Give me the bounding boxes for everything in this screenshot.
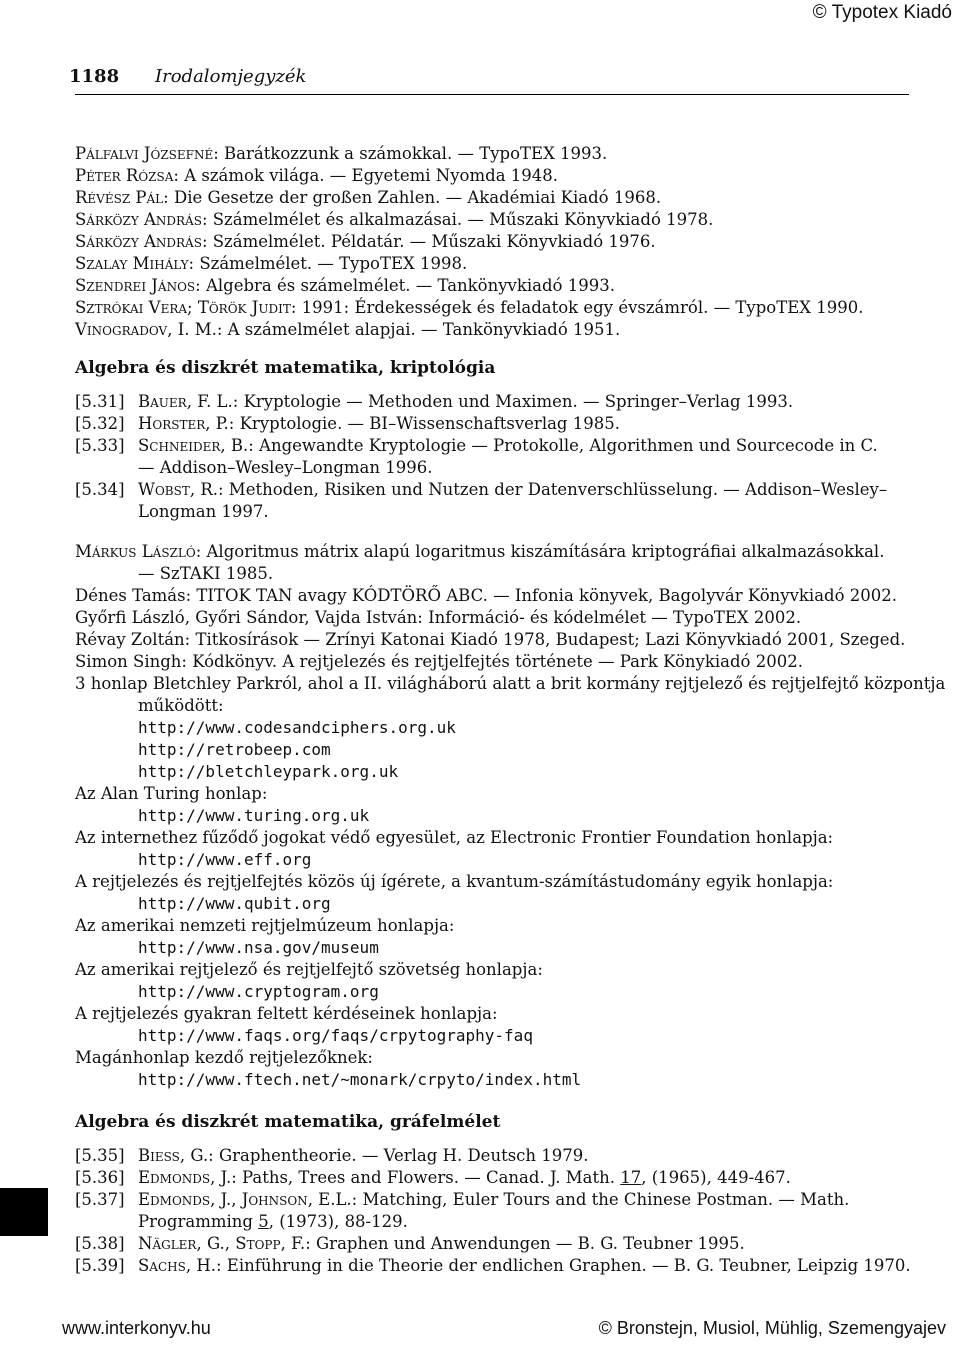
reference-author: Péter Rózsa [75, 166, 174, 185]
reference-text: : Algoritmus mátrix alapú logaritmus kiszámítására kriptográfiai alkalmazásokkal. [195, 542, 885, 561]
reference-text: , (1973), 88-129. [268, 1212, 408, 1231]
reference-body [138, 413, 620, 435]
web-link[interactable]: http://www.eff.org [138, 850, 312, 869]
link-description: Az amerikai rejtjelező és rejtjelfejtő szövetség honlapja: [75, 960, 543, 979]
volume-number: 5 [258, 1212, 269, 1231]
reference-number: [5.33] [75, 436, 125, 455]
reference-text: , F. L.: Kryptologie — Methoden und Maximen. — Springer–Verlag 1993. [186, 392, 794, 411]
reference-text: , H.: Einführung in die Theorie der endlichen Graphen. — B. G. Teubner, Leipzig 1970. [185, 1256, 911, 1275]
reference-continuation: — Addison–Wesley–Longman 1996. [138, 458, 433, 477]
reference-entry [75, 165, 915, 187]
reference-author: Stopp [235, 1234, 281, 1253]
reference-author: Wobst [138, 480, 190, 499]
reference-continuation: — SzTAKI 1985. [138, 564, 274, 583]
reference-author: Bauer [138, 392, 187, 411]
link-description: Magánhonlap kezdő rejtjelezőknek: [75, 1048, 373, 1067]
reference-text: , F.: Graphen und Anwendungen — B. G. Teubner 1995. [280, 1234, 745, 1253]
reference-entry [75, 297, 915, 319]
reference-author: Márkus László [75, 542, 196, 561]
reference-author: Pálfalvi Józsefné [75, 144, 214, 163]
web-link[interactable]: http://retrobeep.com [138, 740, 331, 759]
footer-website[interactable]: www.interkonyv.hu [62, 1318, 211, 1338]
reference-author: Szalay Mihály [75, 254, 189, 273]
page-number: 1188 [69, 66, 120, 87]
web-link[interactable]: http://www.ftech.net/~monark/crpyto/index.html [138, 1070, 582, 1089]
reference-author: Révész Pál [75, 188, 164, 207]
reference-author: Nägler [138, 1234, 197, 1253]
reference-author: Sztrókai Vera; Török Judit [75, 298, 291, 317]
reference-text: , J., [210, 1190, 242, 1209]
intro-reference-list [75, 143, 915, 341]
link-description: Az internethez fűződő jogokat védő egyesület, az Electronic Frontier Foundation honlapja: [75, 828, 834, 847]
numbered-reference [75, 413, 915, 435]
reference-text: : Algebra és számelmélet. — Tankönyvkiadó 1993. [195, 276, 615, 295]
reference-text: , G.: Graphentheorie. — Verlag H. Deutsch 1979. [179, 1146, 589, 1165]
chapter-thumb-tab [0, 1188, 48, 1236]
reference-body [138, 1145, 589, 1167]
reference-number: [5.36] [75, 1168, 125, 1187]
reference-author: Johnson [241, 1190, 308, 1209]
web-link[interactable]: http://www.faqs.org/faqs/crpytography-faq [138, 1026, 533, 1045]
reference-entry: Dénes Tamás: TITOK TAN avagy KÓDTÖRŐ ABC. — Infonia könyvek, Bagolyvár Könyvkiadó 2002. [75, 586, 898, 605]
numbered-reference [75, 1233, 915, 1255]
reference-author: Szendrei János [75, 276, 196, 295]
reference-author: Horster [138, 414, 206, 433]
reference-entry [75, 187, 915, 209]
reference-entry [75, 143, 915, 165]
reference-text: , R.: Methoden, Risiken und Nutzen der Datenverschlüsselung. — Addison–Wesley– [189, 480, 888, 499]
reference-entry [75, 231, 915, 253]
reference-continuation: Longman 1997. [138, 502, 269, 521]
reference-text: : 1991: Érdekességek és feladatok egy évszámról. — TypoTEX 1990. [290, 298, 864, 317]
reference-body [138, 1189, 849, 1211]
section-heading-graph-theory: Algebra és diszkrét matematika, gráfelmélet [75, 1112, 501, 1132]
reference-author: Sárközy András [75, 232, 202, 251]
web-link[interactable]: http://www.nsa.gov/museum [138, 938, 379, 957]
reference-author: Schneider [138, 436, 221, 455]
reference-text: , J.: Paths, Trees and Flowers. — Canad. J. Math. [210, 1168, 621, 1187]
reference-text: Programming [138, 1212, 259, 1231]
running-title: Irodalomjegyzék [155, 66, 307, 87]
numbered-reference [75, 1189, 915, 1211]
reference-body [138, 435, 878, 457]
numbered-reference [75, 1255, 915, 1277]
numbered-reference [75, 1167, 915, 1189]
reference-number: [5.31] [75, 392, 125, 411]
section-heading-cryptology: Algebra és diszkrét matematika, kriptológia [75, 358, 496, 378]
reference-author: Vinogradov [75, 320, 168, 339]
reference-entry [75, 253, 915, 275]
reference-author: Edmonds [138, 1168, 211, 1187]
reference-body [138, 391, 793, 413]
reference-author: Sárközy András [75, 210, 202, 229]
reference-text: , G., [196, 1234, 236, 1253]
graph-theory-reference-list [75, 1145, 915, 1277]
reference-continuation: működött: [138, 696, 224, 715]
reference-text: : Barátkozzunk a számokkal. — TypoTEX 1993. [213, 144, 608, 163]
numbered-reference [75, 435, 915, 457]
reference-body [138, 1167, 791, 1189]
link-description: A rejtjelezés és rejtjelfejtés közös új ígérete, a kvantum-számítástudomány egyik honlapja: [75, 872, 834, 891]
reference-entry [75, 209, 915, 231]
reference-entry: Győrfi László, Győri Sándor, Vajda István: Információ- és kódelmélet — TypoTEX 2002. [75, 608, 802, 627]
numbered-reference [75, 479, 915, 501]
reference-entry: Révay Zoltán: Titkosírások — Zrínyi Katonai Kiadó 1978, Budapest; Lazi Könyvkiadó 2001, Szeged. [75, 630, 906, 649]
reference-text: : Számelmélet. Példatár. — Műszaki Könyvkiadó 1976. [201, 232, 656, 251]
reference-entry: 3 honlap Bletchley Parkról, ahol a II. világháború alatt a brit kormány rejtjelező és rejtjelfejtő központja [75, 674, 946, 693]
link-description: Az Alan Turing honlap: [75, 784, 268, 803]
reference-entry [75, 275, 915, 297]
link-description: A rejtjelezés gyakran feltett kérdéseinek honlapja: [75, 1004, 498, 1023]
cryptology-reference-list [75, 391, 915, 523]
misc-reference-list [75, 541, 946, 1091]
volume-number: 17 [620, 1168, 642, 1187]
reference-author: Sachs [138, 1256, 186, 1275]
reference-number: [5.39] [75, 1256, 125, 1275]
reference-text: : Die Gesetze der großen Zahlen. — Akadémiai Kiadó 1968. [163, 188, 662, 207]
reference-text: , I. M.: A számelmélet alapjai. — Tankönyvkiadó 1951. [167, 320, 621, 339]
reference-number: [5.38] [75, 1234, 125, 1253]
reference-continuation [75, 1211, 915, 1233]
numbered-reference [75, 391, 915, 413]
web-link[interactable]: http://bletchleypark.org.uk [138, 762, 399, 781]
reference-number: [5.35] [75, 1146, 125, 1165]
reference-body [138, 479, 887, 501]
publisher-watermark: © Typotex Kiadó [812, 2, 952, 23]
footer-copyright: © Bronstejn, Musiol, Mühlig, Szemengyajev [598, 1318, 946, 1338]
web-link[interactable]: http://www.codesandciphers.org.uk [138, 718, 456, 737]
reference-text: , (1965), 449-467. [641, 1168, 791, 1187]
reference-number: [5.34] [75, 480, 125, 499]
reference-author: Biess [138, 1146, 180, 1165]
web-link[interactable]: http://www.qubit.org [138, 894, 331, 913]
reference-body [138, 1255, 911, 1277]
reference-entry [75, 541, 915, 563]
link-description: Az amerikai nemzeti rejtjelmúzeum honlapja: [75, 916, 455, 935]
reference-number: [5.32] [75, 414, 125, 433]
numbered-reference [75, 1145, 915, 1167]
web-link[interactable]: http://www.cryptogram.org [138, 982, 379, 1001]
web-link[interactable]: http://www.turing.org.uk [138, 806, 370, 825]
reference-author: Edmonds [138, 1190, 211, 1209]
page-header [69, 66, 909, 95]
reference-number: [5.37] [75, 1190, 125, 1209]
reference-text: : Számelmélet és alkalmazásai. — Műszaki Könyvkiadó 1978. [201, 210, 714, 229]
bibliography-content [75, 143, 946, 1277]
reference-entry [75, 319, 915, 341]
reference-text: : Számelmélet. — TypoTEX 1998. [188, 254, 468, 273]
reference-text: , B.: Angewandte Kryptologie — Protokolle, Algorithmen und Sourcecode in C. [220, 436, 878, 455]
reference-entry: Simon Singh: Kódkönyv. A rejtjelezés és rejtjelfejtés története — Park Könykiadó 2002. [75, 652, 803, 671]
reference-text: , P.: Kryptologie. — BI–Wissenschaftsverlag 1985. [205, 414, 620, 433]
reference-body [138, 1233, 745, 1255]
reference-text: : A számok világa. — Egyetemi Nyomda 1948. [173, 166, 559, 185]
reference-text: , E.L.: Matching, Euler Tours and the Chinese Postman. — Math. [307, 1190, 850, 1209]
